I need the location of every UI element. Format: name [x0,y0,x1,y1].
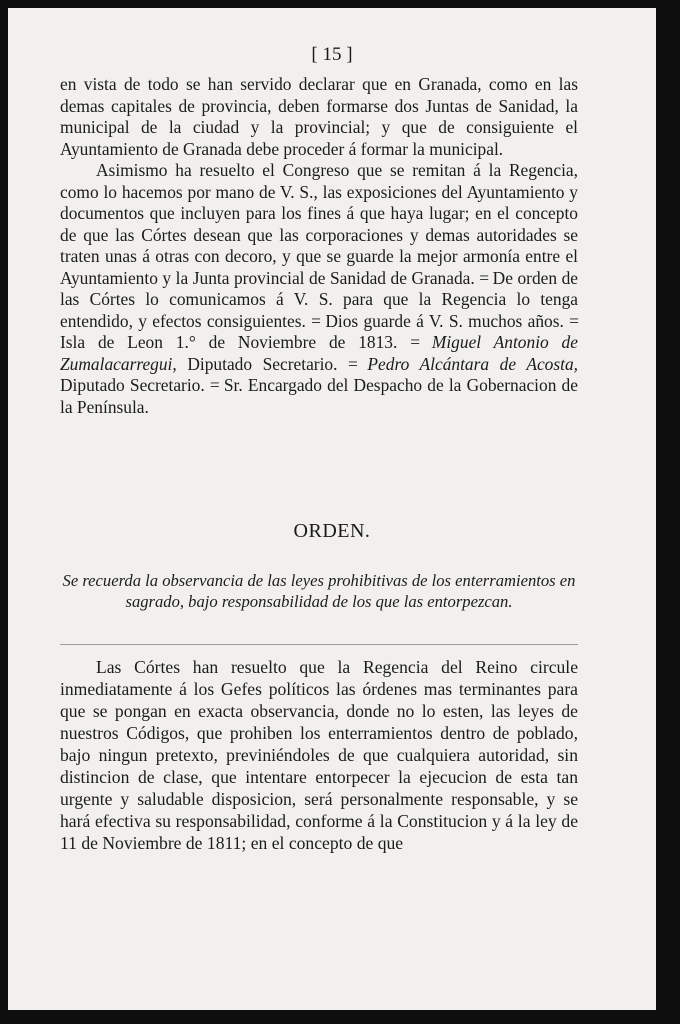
book-page [8,8,656,1010]
separator-mark: = [209,375,219,395]
separator-mark: = [479,267,489,288]
place-and-date: Isla de Leon 1.° de Noviembre de 1813. [60,332,398,352]
blessing-formula: Dios guarde á V. S. muchos años. [325,310,564,331]
separator-mark: = [569,310,578,331]
continued-text-block [60,74,578,418]
separator-mark: = [348,353,357,374]
paragraph-asimismo [60,160,578,418]
divider [60,644,578,645]
paragraph-asimismo-main: Asimismo ha resuelto el Congreso que se remitan á la Regencia, como lo hacemos por mano de V. S., las exposiciones del Ayuntamiento y documentos que incluyen para los fines á que haya lugar; en el concepto de que las Córtes desean que las corporaciones y demas autoridades se traten unas á otras con decoro, y que se guarde la mejor armonía entre el Ayuntamiento y la Junta provincial de Sanidad de Granada. [60,160,578,288]
paragraph-continued: en vista de todo se han servido declarar que en Granada, como en las demas capitales de provincia, deben formarse dos Juntas de Sanidad, la municipal de la ciudad y la provincial; y que de consiguiente el Ayuntamiento de Granada debe proceder á formar la municipal. [60,74,578,159]
order-statement: De orden de las Córtes lo comunicamos á V. S. para que la Regencia lo tenga entendido, y efectos consiguientes. [60,267,578,331]
paragraph-orden-body: Las Córtes han resuelto que la Regencia del Reino circule inmediatamente á los Gefes políticos las órdenes mas terminantes para que se pongan en exacta observancia, donde no lo esten, las leyes de nuestros Códigos, que prohiben los enterramientos dentro de poblado, bajo ningun pretexto, previniéndoles de que cualquiera autoridad, sin distincion de clase, que intentare entorpecer la ejecucion de esta tan urgente y saludable disposicion, será personalmente responsable, y se hará efectiva su responsabilidad, conforme á la Constitucion y á la ley de 11 de Noviembre de 1811; en el concepto de que [60,657,578,853]
signer-name-1: Miguel Antonio de Zumalacarregui, [60,332,578,374]
section-summary: Se recuerda la observancia de las leyes prohibitivas de los enterramientos en sagrado, bajo responsabilidad de los que las entorpezcan. [62,571,576,611]
signer-role-1: Diputado Secretario. [187,353,338,374]
orden-text-block [60,656,578,854]
separator-mark: = [311,310,320,331]
signer-name-2: Pedro Alcántara de Acosta, [367,353,578,374]
addressee: Sr. Encargado del Despacho de la Gobernacion de la Península. [60,375,578,417]
section-heading: ORDEN. [293,520,371,542]
separator-mark: = [410,332,420,352]
signer-role-2: Diputado Secretario. [60,375,205,395]
page-number: [ 15 ] [311,44,353,65]
